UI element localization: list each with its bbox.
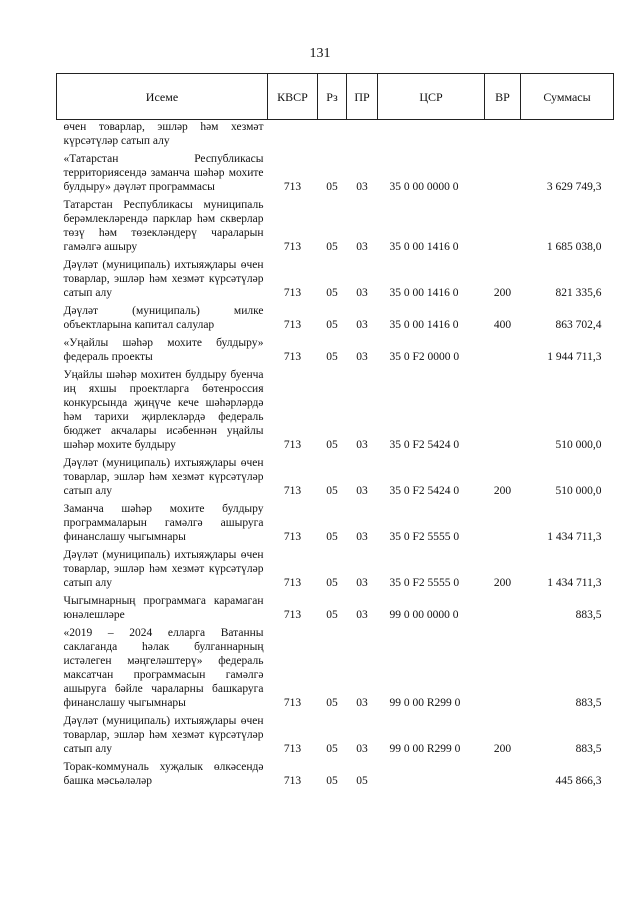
cell-vr — [485, 365, 521, 453]
cell-vr — [485, 195, 521, 255]
cell-csr: 35 0 00 0000 0 — [389, 181, 459, 193]
cell-rz: 05 — [326, 241, 338, 253]
cell-name: Дәүләт (муниципаль) ихтыяҗлары өчен товарлар, эшләр һәм хезмәт күрсәтүләр сатып алу — [63, 549, 264, 589]
cell-rz: 05 — [326, 697, 338, 709]
cell-pr — [347, 120, 378, 150]
cell-sum: 1 944 711,3 — [547, 351, 602, 363]
table-row — [57, 453, 614, 499]
cell-name: Заманча шәһәр мохите булдыру программаларын гамәлгә ашыруга финанслашу чыгымнары — [63, 503, 264, 543]
cell-kvsr: 713 — [283, 181, 302, 193]
cell-vr: 200 — [493, 485, 512, 497]
cell-kvsr: 713 — [283, 743, 302, 755]
header-sum: Суммасы — [521, 74, 614, 120]
table-header — [57, 74, 614, 120]
cell-sum: 3 629 749,3 — [546, 181, 602, 193]
cell-sum: 1 434 711,3 — [547, 577, 602, 589]
cell-rz: 05 — [326, 743, 338, 755]
page-number: 131 — [309, 46, 331, 61]
cell-pr: 03 — [356, 609, 368, 621]
cell-kvsr: 713 — [283, 241, 302, 253]
cell-rz: 05 — [326, 577, 338, 589]
cell-csr: 35 0 F2 0000 0 — [389, 351, 460, 363]
cell-kvsr: 713 — [283, 319, 302, 331]
cell-csr: 35 0 F2 5555 0 — [389, 577, 460, 589]
cell-csr: 35 0 00 1416 0 — [389, 287, 459, 299]
cell-kvsr: 713 — [283, 287, 302, 299]
cell-pr: 03 — [356, 351, 368, 363]
cell-rz: 05 — [326, 287, 338, 299]
header-pr: ПР — [347, 74, 378, 120]
cell-vr: 200 — [493, 743, 512, 755]
cell-kvsr: 713 — [283, 351, 302, 363]
cell-rz: 05 — [326, 609, 338, 621]
cell-csr: 35 0 F2 5424 0 — [389, 439, 460, 451]
cell-csr: 99 0 00 R299 0 — [389, 697, 461, 709]
cell-vr: 400 — [493, 319, 512, 331]
cell-csr — [378, 757, 485, 789]
table-row — [57, 591, 614, 623]
cell-name: Татарстан Республикасы муниципаль берәмлекләрендә парклар һәм скверлар төзү һәм төзекләндерү чараларын гамәлгә ашыру — [63, 199, 264, 253]
cell-pr: 03 — [356, 577, 368, 589]
cell-csr: 35 0 00 1416 0 — [389, 241, 459, 253]
cell-pr: 03 — [356, 743, 368, 755]
cell-rz: 05 — [326, 319, 338, 331]
table-row — [57, 149, 614, 195]
cell-rz — [318, 120, 347, 150]
cell-name: Чыгымнарның программага карамаган юнәлешләре — [63, 595, 264, 621]
cell-vr — [485, 120, 521, 150]
cell-kvsr — [268, 120, 318, 150]
cell-sum: 863 702,4 — [555, 319, 602, 331]
cell-rz: 05 — [326, 181, 338, 193]
table-row — [57, 365, 614, 453]
budget-table — [56, 73, 614, 789]
cell-sum: 510 000,0 — [555, 485, 602, 497]
cell-pr: 03 — [356, 439, 368, 451]
cell-rz: 05 — [326, 531, 338, 543]
cell-pr: 05 — [356, 775, 368, 787]
cell-csr: 99 0 00 R299 0 — [389, 743, 461, 755]
cell-name: Уңайлы шәһәр мохитен булдыру буенча иң яхшы проектларга бөтенроссия конкурсында җиңүче кече шәһәрләрдә һәм тарихи җирлекләрдә федераль бюджет акчалары исәбеннән уңайлы шәһәр мохите булдыру — [63, 369, 264, 451]
cell-sum: 883,5 — [575, 743, 602, 755]
header-rz: Рз — [318, 74, 347, 120]
cell-kvsr: 713 — [283, 775, 302, 787]
header-name: Исеме — [57, 74, 268, 120]
cell-sum — [521, 120, 614, 150]
cell-sum: 821 335,6 — [555, 287, 602, 299]
table-row — [57, 301, 614, 333]
cell-name: Торак-коммуналь хуҗалык өлкәсендә башка мәсьәләләр — [63, 761, 264, 787]
cell-sum: 883,5 — [575, 609, 602, 621]
cell-csr — [378, 120, 485, 150]
cell-vr — [485, 149, 521, 195]
cell-rz: 05 — [326, 485, 338, 497]
cell-name: «Уңайлы шәһәр мохите булдыру» федераль проекты — [63, 337, 264, 363]
cell-vr — [485, 757, 521, 789]
cell-name: Дәүләт (муниципаль) ихтыяҗлары өчен товарлар, эшләр һәм хезмәт күрсәтүләр сатып алу — [63, 457, 264, 497]
table-row — [57, 623, 614, 711]
cell-csr: 35 0 00 1416 0 — [389, 319, 459, 331]
cell-pr: 03 — [356, 485, 368, 497]
cell-csr: 35 0 F2 5555 0 — [389, 531, 460, 543]
cell-kvsr: 713 — [283, 697, 302, 709]
table-row — [57, 499, 614, 545]
header-csr: ЦСР — [378, 74, 485, 120]
cell-name: Дәүләт (муниципаль) ихтыяҗлары өчен товарлар, эшләр һәм хезмәт күрсәтүләр сатып алу — [63, 259, 264, 299]
header-kvsr: КВСР — [268, 74, 318, 120]
cell-name: «Татарстан Республикасы территориясендә заманча шәһәр мохите булдыру» дәүләт программасы — [63, 153, 264, 193]
cell-kvsr: 713 — [283, 609, 302, 621]
cell-sum: 445 866,3 — [555, 775, 602, 787]
cell-vr — [485, 623, 521, 711]
cell-rz: 05 — [326, 439, 338, 451]
cell-pr: 03 — [356, 531, 368, 543]
cell-vr — [485, 499, 521, 545]
cell-kvsr: 713 — [283, 439, 302, 451]
cell-sum: 1 434 711,3 — [547, 531, 602, 543]
cell-name: Дәүләт (муниципаль) милке объектларына капитал салулар — [63, 305, 264, 331]
cell-pr: 03 — [356, 319, 368, 331]
cell-vr: 200 — [493, 287, 512, 299]
table-row — [57, 195, 614, 255]
table-row — [57, 120, 614, 150]
cell-rz: 05 — [326, 775, 338, 787]
cell-pr: 03 — [356, 287, 368, 299]
cell-csr: 35 0 F2 5424 0 — [389, 485, 460, 497]
cell-sum: 883,5 — [575, 697, 602, 709]
cell-csr: 99 0 00 0000 0 — [389, 609, 459, 621]
cell-vr — [485, 591, 521, 623]
cell-pr: 03 — [356, 241, 368, 253]
table-row — [57, 255, 614, 301]
table-body — [57, 120, 614, 790]
table-row — [57, 757, 614, 789]
cell-kvsr: 713 — [283, 485, 302, 497]
cell-sum: 510 000,0 — [555, 439, 602, 451]
cell-kvsr: 713 — [283, 531, 302, 543]
cell-name: «2019 – 2024 елларга Ватанны саклаганда һәлак булганнарның истәлеген мәңгеләштерү» федераль максатчан программасын гамәлгә ашыруга бәйле чараларны башкаруга финанслашу чыгымнары — [63, 627, 264, 709]
cell-vr — [485, 333, 521, 365]
table-row — [57, 333, 614, 365]
cell-name: өчен товарлар, эшләр һәм хезмәт күрсәтүләр сатып алу — [63, 121, 264, 147]
table-row — [57, 545, 614, 591]
cell-rz: 05 — [326, 351, 338, 363]
table-row — [57, 711, 614, 757]
cell-name: Дәүләт (муниципаль) ихтыяҗлары өчен товарлар, эшләр һәм хезмәт күрсәтүләр сатып алу — [63, 715, 264, 755]
cell-vr: 200 — [493, 577, 512, 589]
cell-pr: 03 — [356, 181, 368, 193]
cell-sum: 1 685 038,0 — [546, 241, 602, 253]
cell-kvsr: 713 — [283, 577, 302, 589]
header-vr: ВР — [485, 74, 521, 120]
cell-pr: 03 — [356, 697, 368, 709]
